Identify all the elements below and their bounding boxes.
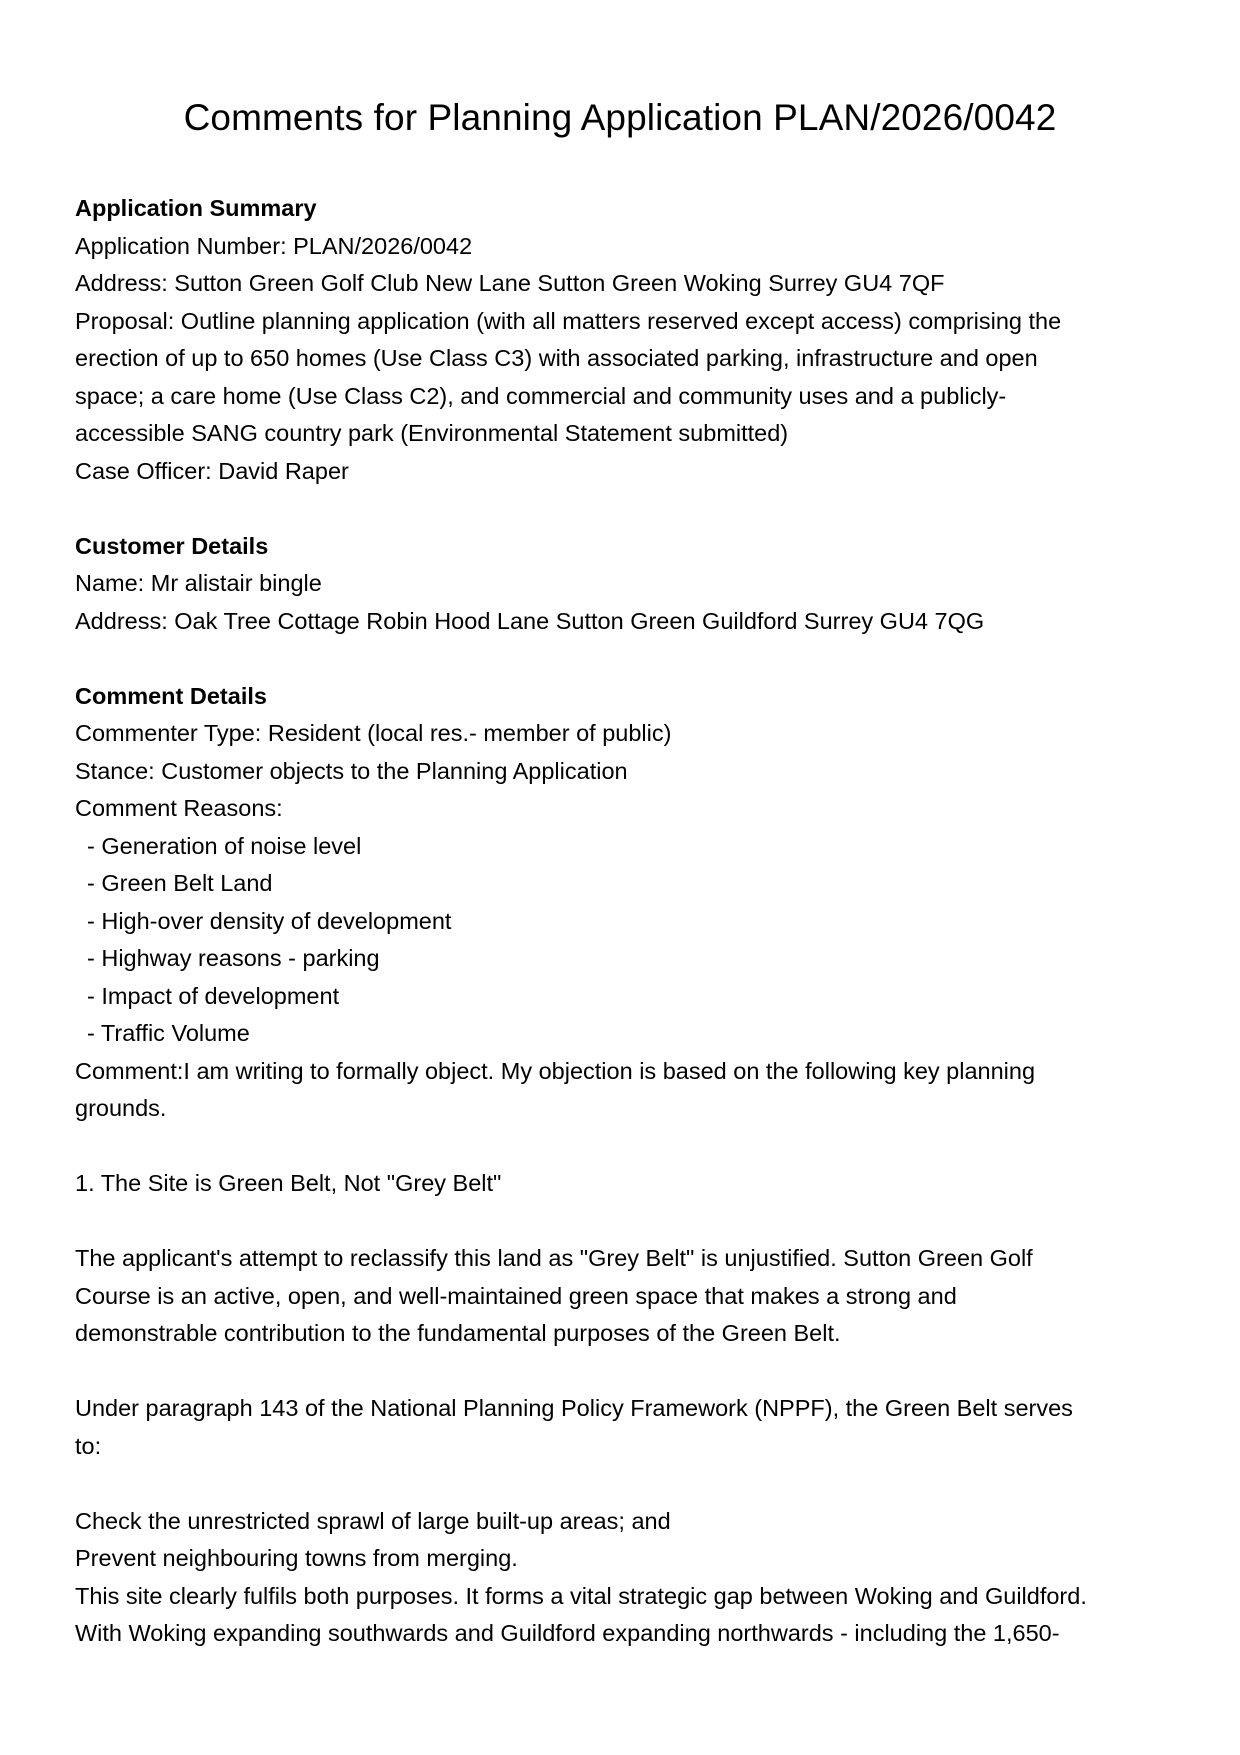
comment-details-section — [75, 678, 1165, 1653]
customer-details-heading: Customer Details — [75, 532, 269, 559]
paragraph-line: The applicant's attempt to reclassify this land as "Grey Belt" is unjustified. Sutton Green Golf — [75, 1245, 1033, 1271]
paragraph-line: Under paragraph 143 of the National Planning Policy Framework (NPPF), the Green Belt serves — [75, 1395, 1073, 1421]
customer-details-section — [75, 528, 1165, 641]
site-address: Address: Sutton Green Golf Club New Lane Sutton Green Woking Surrey GU4 7QF — [75, 270, 945, 296]
paragraph-line: Course is an active, open, and well-maintained green space that makes a strong and — [75, 1282, 957, 1309]
document-body — [75, 190, 1165, 1653]
customer-address: Address: Oak Tree Cottage Robin Hood Lane Sutton Green Guildford Surrey GU4 7QG — [75, 607, 985, 634]
comment-reason-item: - Traffic Volume — [87, 1020, 250, 1046]
comment-reasons-label: Comment Reasons: — [75, 795, 283, 821]
application-number: Application Number: PLAN/2026/0042 — [75, 232, 473, 259]
application-summary-heading: Application Summary — [75, 195, 317, 221]
commenter-type: Commenter Type: Resident (local res.- member of public) — [75, 720, 672, 746]
proposal-line: erection of up to 650 homes (Use Class C3) with associated parking, infrastructure and open — [75, 345, 1038, 371]
application-summary-section — [75, 190, 1165, 490]
proposal-line: space; a care home (Use Class C2), and commercial and community uses and a publicly- — [75, 382, 1007, 409]
comment-reason-item: - High-over density of development — [87, 907, 452, 934]
proposal-line: Proposal: Outline planning application (with all matters reserved except access) comprising the — [75, 307, 1062, 334]
spacer — [75, 1353, 1165, 1391]
spacer — [75, 1203, 1165, 1241]
spacer — [75, 1128, 1165, 1166]
paragraph-line: Check the unrestricted sprawl of large built-up areas; and — [75, 1507, 671, 1534]
spacer — [75, 1465, 1165, 1503]
paragraph-line: This site clearly fulfils both purposes. It forms a vital strategic gap between Woking and Guildford. — [75, 1582, 1087, 1609]
comment-details-heading: Comment Details — [75, 682, 267, 709]
paragraph-line: to: — [75, 1432, 102, 1459]
comment-text-line: grounds. — [75, 1095, 167, 1121]
paragraph-line: Prevent neighbouring towns from merging. — [75, 1545, 518, 1571]
section-1-heading: 1. The Site is Green Belt, Not "Grey Belt" — [75, 1170, 502, 1196]
paragraph-line: With Woking expanding southwards and Guildford expanding northwards - including the 1,650- — [75, 1620, 1060, 1646]
stance: Stance: Customer objects to the Planning Application — [75, 757, 628, 784]
paragraph-line: demonstrable contribution to the fundamental purposes of the Green Belt. — [75, 1320, 841, 1346]
spacer — [75, 490, 1165, 528]
comment-reason-item: - Impact of development — [87, 982, 340, 1009]
comment-text-line: Comment:I am writing to formally object. My objection is based on the following key planning — [75, 1057, 1036, 1084]
page-title: Comments for Planning Application PLAN/2026/0042 — [183, 97, 1057, 138]
comment-reason-item: - Generation of noise level — [87, 832, 362, 859]
spacer — [75, 640, 1165, 678]
case-officer: Case Officer: David Raper — [75, 457, 349, 484]
comment-reason-item: - Green Belt Land — [87, 870, 273, 896]
comment-reason-item: - Highway reasons - parking — [87, 945, 380, 971]
customer-name: Name: Mr alistair bingle — [75, 570, 322, 596]
proposal-line: accessible SANG country park (Environmental Statement submitted) — [75, 420, 789, 446]
